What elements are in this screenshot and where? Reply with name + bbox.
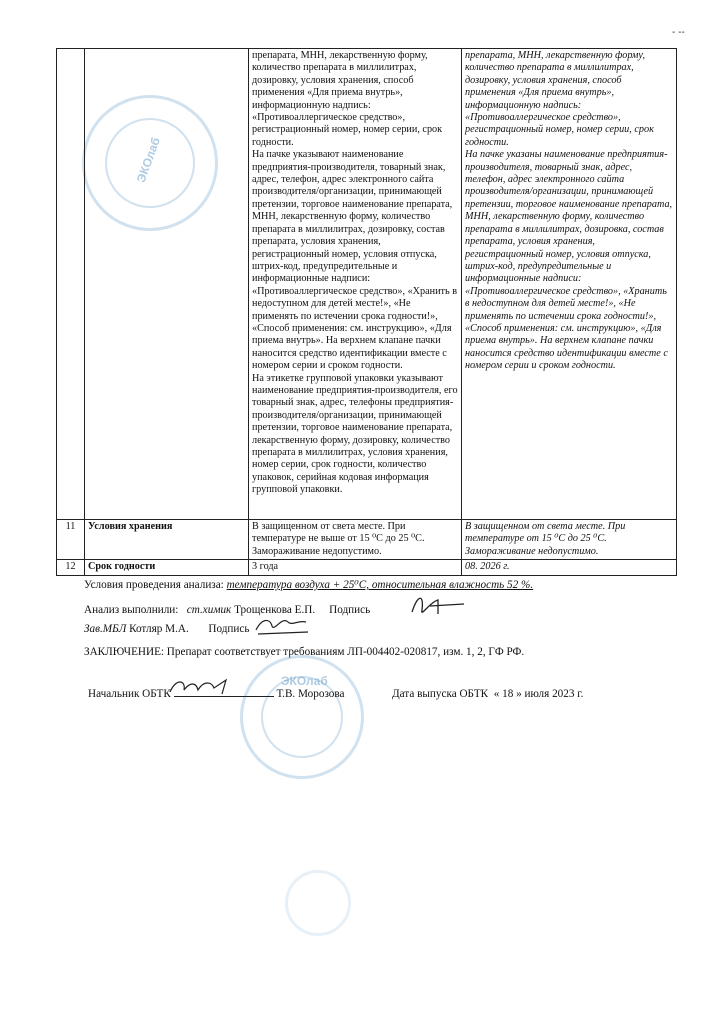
row-number: 11 [57,520,85,560]
requirement-cell [249,49,462,520]
signature-chief [164,674,244,700]
row-name: Срок годности [85,560,249,575]
conclusion: ЗАКЛЮЧЕНИЕ: Препарат соответствует требованиям ЛП-004402-020817, изм. 1, 2, ГФ РФ. [84,646,525,658]
analysis-conditions: Условия проведения анализа: температура воздуха + 25⁰С, относительная влажность 52 %. [84,579,534,591]
issue-date: Дата выпуска ОБТК « 18 » июля 2023 г. [392,688,584,700]
stamp-faint-bottom [285,870,351,936]
row-number: 12 [57,560,85,575]
chief-line: Начальник ОБТК Т.В. Морозова [88,688,345,700]
top-corner-mark: - -- [672,27,685,38]
result-paragraph: препарата, МНН, лекарственную форму, количество препарата в миллилитрах, дозировку, условия хранения, способ применения «Для приема внутрь», информационную надпись: «Противоаллергическое средство», регистрационный номер, номер серии, срок годности. [465,50,654,148]
table-row-continued [57,49,677,520]
result-cell: В защищенном от света месте. При температуре от 15 ⁰С до 25 ⁰С. Замораживание недопустимо. [462,520,677,560]
row-name: Условия хранения [85,520,249,560]
result-cell: 08. 2026 г. [462,560,677,575]
requirement-cell: 3 года [249,560,462,575]
requirement-paragraph: препарата, МНН, лекарственную форму, количество препарата в миллилитрах, дозировку, условия хранения, способ применения «Для приема внутрь», информационную надпись: «Противоаллергическое средство», регистрационный номер, номер серии, срок годности. [252,50,443,148]
stamp-bottom: ЭКОлаб [240,655,364,779]
signature-chemist [408,592,468,620]
table-row [57,520,677,560]
stamp-top-left: ЭКОлаб [82,95,218,231]
requirement-paragraph: На этикетке групповой упаковки указывают наименование предприятия-производителя, его товарный знак, адрес, телефоны предприятия-производителя/организации, принимающей претензии, торговое наименование препарата, лекарственную форму, дозировку, количество препарата в миллилитрах, условия хранения, номер серии, срок годности, количество упаковок, серийная кодовая информация групповой упаковки. [252,372,458,496]
specification-table [56,48,677,576]
analysts-line-1: Анализ выполнили: ст.химик Трощенкова Е.П. Подпись [84,604,371,616]
signature-head-lab [252,612,312,638]
requirement-cell: В защищенном от света месте. При температуре не выше от 15 ⁰С до 25 ⁰С. Замораживание недопустимо. [249,520,462,560]
result-cell [462,49,677,520]
result-paragraph: На пачке указаны наименование предприятия-производителя, товарный знак, адрес, телефон, адрес электронного сайта производителя/организации, принимающей претензии, торговое наименование препарата, МНН, лекарственную форму, количество препарата в миллилитрах, дозировка, состав препарата, условия хранения, регистрационный номер, условия отпуска, штрих-код, предупредительные и информационные надписи: «Противоаллергическое средство», «Хранить в недоступном для детей месте!», «Не применять по истечении срока годности!», «Способ применения: см. инструкцию», «Для приема внутрь». На верхнем клапане пачки наносится средство идентификации вместе с номером серии и сроком годности. [465,149,673,372]
table-row [57,560,677,575]
analysts-line-2: Зав.МБЛ Котляр М.А. Подпись [84,623,250,635]
requirement-paragraph: На пачке указывают наименование предприятия-производителя, товарный знак, адрес, телефон, адрес электронного сайта производителя/организации, принимающей претензии, торговое наименование препарата, МНН, лекарственную форму, количество препарата в миллилитрах, дозировку, состав препарата, условия хранения, регистрационный номер, условия отпуска, штрих-код, предупредительные и информационные надписи: «Противоаллергическое средство», «Хранить в недоступном для детей месте!», «Не применять по истечении срока годности!», «Способ применения: см. инструкцию», «Для приема внутрь». На верхнем клапане пачки наносится средство идентификации вместе с номером серии и сроком годности. [252,149,458,372]
